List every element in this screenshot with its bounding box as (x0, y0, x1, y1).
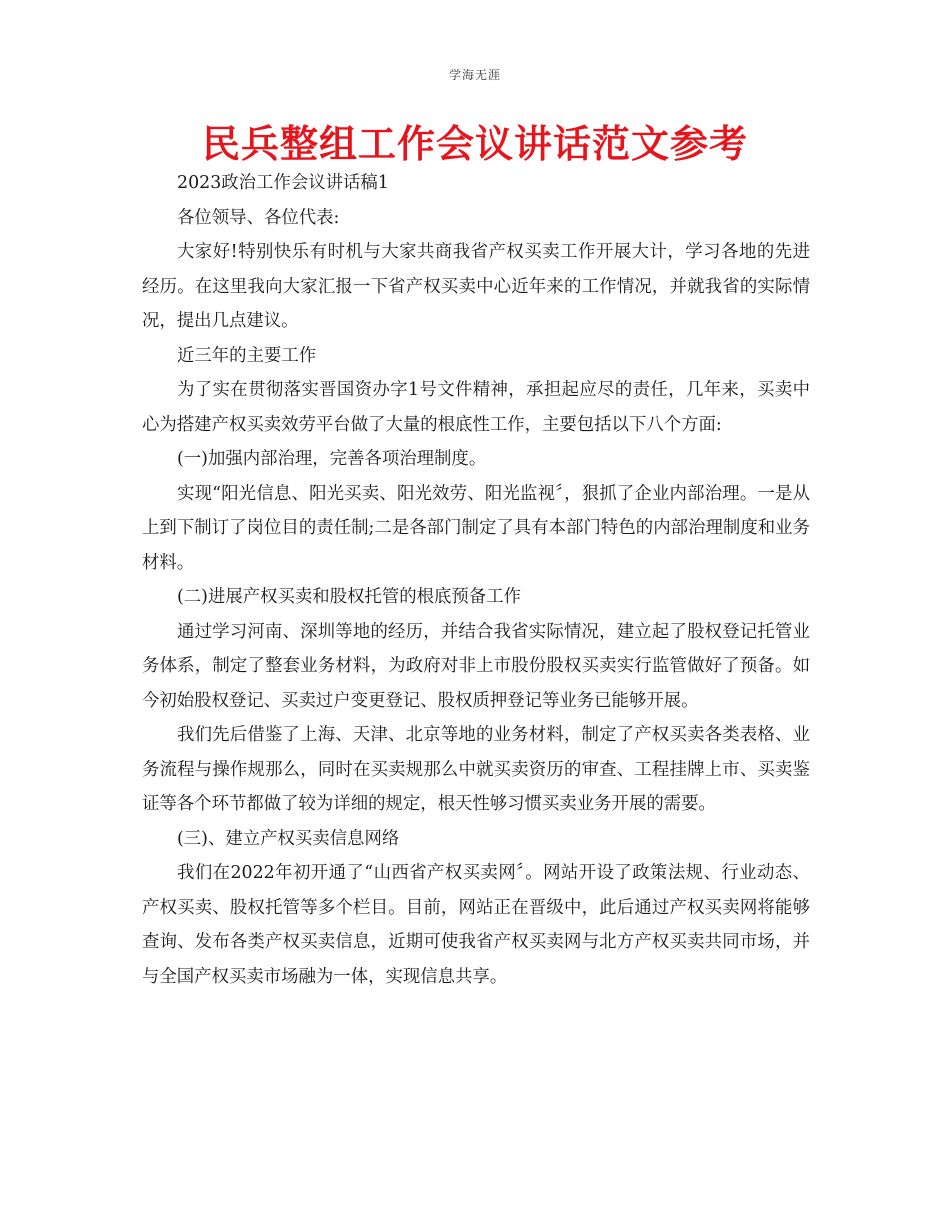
paragraph: 近三年的主要工作 (177, 345, 317, 366)
document-body (142, 166, 810, 994)
document-title: 民兵整组工作会议讲话范文参考 (201, 121, 748, 166)
paragraph: 我们在2022年初开通了“山西省产权买卖网〞。网站开设了政策法规、行业动态、产权买卖、股权托管等多个栏目。目前，网站正在晋级中，此后通过产权买卖网将能够查询、发布各类产权买卖信息，近期可使我省产权买卖网与北方产权买卖共同市场，并与全国产权买卖市场融为一体，实现信息共享。 (142, 863, 810, 987)
paragraph: 通过学习河南、深圳等地的经历，并结合我省实际情况，建立起了股权登记托管业务体系，制定了整套业务材料，为政府对非上市股份股权买卖实行监管做好了预备。如今初始股权登记、买卖过户变更登记、股权质押登记等业务已能够开展。 (142, 621, 810, 711)
paragraph: (二)进展产权买卖和股权托管的根底预备工作 (177, 587, 521, 607)
paragraph: 实现“阳光信息、阳光买卖、阳光效劳、阳光监视〞，狠抓了企业内部治理。一是从上到下制订了岗位目的责任制;二是各部门制定了具有本部门特色的内部治理制度和业务材料。 (142, 483, 810, 573)
paragraph: 为了实在贯彻落实晋国资办字1号文件精神，承担起应尽的责任，几年来，买卖中心为搭建产权买卖效劳平台做了大量的根底性工作，主要包括以下八个方面: (142, 380, 810, 435)
paragraph: (三)、建立产权买卖信息网络 (177, 828, 400, 849)
paragraph: 大家好!特别快乐有时机与大家共商我省产权买卖工作开展大计，学习各地的先进经历。在这里我向大家汇报一下省产权买卖中心近年来的工作情况，并就我省的实际情况，提出几点建议。 (142, 242, 810, 331)
paragraph: 各位领导、各位代表: (177, 207, 340, 228)
paragraph: 我们先后借鉴了上海、天津、北京等地的业务材料，制定了产权买卖各类表格、业务流程与操作规那么，同时在买卖规那么中就买卖资历的审查、工程挂牌上市、买卖鉴证等各个环节都做了较为详细的规定，根天性够习惯买卖业务开展的需要。 (142, 725, 810, 814)
page-header: 学海无涯 (448, 68, 501, 82)
paragraph: (一)加强内部治理，完善各项治理制度。 (177, 449, 487, 469)
paragraph: 2023政治工作会议讲话稿1 (177, 173, 389, 193)
